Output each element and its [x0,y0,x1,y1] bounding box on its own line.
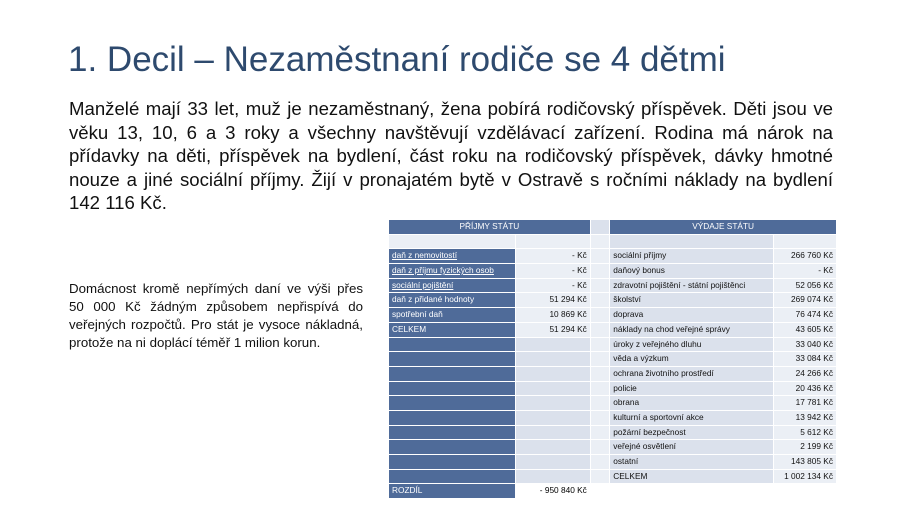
expense-value: 13 942 Kč [774,411,837,426]
spacer-cell [591,426,610,441]
spacer-cell [591,382,610,397]
income-value [516,455,591,470]
table-row [389,279,837,294]
income-label [389,455,516,470]
header-income: PŘÍJMY STÁTU [389,220,591,235]
expense-value: - Kč [774,264,837,279]
income-value [516,235,591,250]
income-label [389,352,516,367]
spacer-cell [591,279,610,294]
spacer-cell [591,470,610,485]
spacer-cell [591,323,610,338]
table-row [389,293,837,308]
header-expenses: VÝDAJE STÁTU [610,220,837,235]
table-header-row [389,220,837,235]
expense-label: zdravotní pojištění - státní pojištěnci [610,279,774,294]
expense-label: policie [610,382,774,397]
spacer-cell [591,455,610,470]
expense-value: 1 002 134 Kč [774,470,837,485]
income-value: - 950 840 Kč [516,484,591,499]
intro-paragraph: Manželé mají 33 let, muž je nezaměstnaný, žena pobírá rodičovský příspěvek. Děti jsou ve věku 13, 10, 6 a 3 roky a všechny navštěvují vzdělávací zařízení. Rodina má nárok na přídavky na děti, příspěvek na bydlení, část roku na rodičovský příspěvek, dávky hmotné nouze a jiné sociální příjmy. Žijí v pronajatém bytě v Ostravě s ročními náklady na bydlení 142 116 Kč. [69,98,833,213]
expense-value: 33 084 Kč [774,352,837,367]
income-value [516,411,591,426]
income-label [389,411,516,426]
income-label [389,367,516,382]
income-value [516,396,591,411]
income-value [516,426,591,441]
expense-label: požární bezpečnost [610,426,774,441]
slide-title: 1. Decil – Nezaměstnaní rodiče se 4 dětmi [68,40,726,79]
table-row [389,440,837,455]
table-row [389,396,837,411]
income-label: spotřební daň [389,308,516,323]
income-value [516,338,591,353]
income-label: sociální pojištění [389,279,516,294]
table-row [389,235,837,250]
spacer-cell [591,411,610,426]
income-value [516,367,591,382]
expense-value: 143 805 Kč [774,455,837,470]
expense-label [610,235,774,250]
income-label: daň z přidané hodnoty [389,293,516,308]
expense-value: 2 199 Kč [774,440,837,455]
table-row [389,411,837,426]
expense-label: věda a výzkum [610,352,774,367]
expense-label: úroky z veřejného dluhu [610,338,774,353]
income-value: 51 294 Kč [516,323,591,338]
table-row [389,352,837,367]
table-row [389,426,837,441]
income-label [389,382,516,397]
spacer-cell [591,308,610,323]
income-label [389,426,516,441]
table-row [389,367,837,382]
expense-label: obrana [610,396,774,411]
expense-value: 33 040 Kč [774,338,837,353]
table-row [389,249,837,264]
expense-label [610,484,774,499]
income-value: 51 294 Kč [516,293,591,308]
table-row [389,264,837,279]
expense-value: 266 760 Kč [774,249,837,264]
spacer-cell [591,352,610,367]
spacer-cell [591,249,610,264]
expense-label: ochrana životního prostředí [610,367,774,382]
expense-label: ostatní [610,455,774,470]
table-row [389,382,837,397]
income-label [389,235,516,250]
expense-label: daňový bonus [610,264,774,279]
expense-value: 17 781 Kč [774,396,837,411]
spacer-cell [591,440,610,455]
income-value: - Kč [516,249,591,264]
income-value [516,352,591,367]
spacer-cell [591,396,610,411]
spacer-cell [591,338,610,353]
expense-label: kulturní a sportovní akce [610,411,774,426]
spacer-cell [591,484,610,499]
income-label: daň z nemovitostí [389,249,516,264]
income-label [389,338,516,353]
expense-label: náklady na chod veřejné správy [610,323,774,338]
income-label [389,470,516,485]
expense-label: školství [610,293,774,308]
table-row [389,484,837,499]
income-value [516,470,591,485]
expense-value: 76 474 Kč [774,308,837,323]
income-value: - Kč [516,279,591,294]
income-value [516,440,591,455]
expense-label: sociální příjmy [610,249,774,264]
expense-value [774,484,837,499]
table-row [389,338,837,353]
expense-label: doprava [610,308,774,323]
expense-value: 269 074 Kč [774,293,837,308]
income-value: 10 869 Kč [516,308,591,323]
spacer-cell [591,264,610,279]
side-note: Domácnost kromě nepřímých daní ve výši přes 50 000 Kč žádným způsobem nepřispívá do veřejných rozpočtů. Pro stát je vysoce nákladná, protože na ni doplácí téměř 1 milion korun. [69,281,363,350]
table-row [389,308,837,323]
income-label: daň z příjmu fyzických osob [389,264,516,279]
expense-value [774,235,837,250]
expense-label: veřejné osvětlení [610,440,774,455]
table-row [389,323,837,338]
income-label: CELKEM [389,323,516,338]
expense-value: 24 266 Kč [774,367,837,382]
expense-value: 5 612 Kč [774,426,837,441]
income-value: - Kč [516,264,591,279]
expense-value: 43 605 Kč [774,323,837,338]
expense-label: CELKEM [610,470,774,485]
header-spacer [591,220,610,235]
income-value [516,382,591,397]
spacer-cell [591,367,610,382]
expense-value: 52 056 Kč [774,279,837,294]
spacer-cell [591,293,610,308]
budget-table [389,220,837,499]
spacer-cell [591,235,610,250]
expense-value: 20 436 Kč [774,382,837,397]
income-label [389,396,516,411]
income-label [389,440,516,455]
income-label: ROZDÍL [389,484,516,499]
table-row [389,455,837,470]
table-row [389,470,837,485]
